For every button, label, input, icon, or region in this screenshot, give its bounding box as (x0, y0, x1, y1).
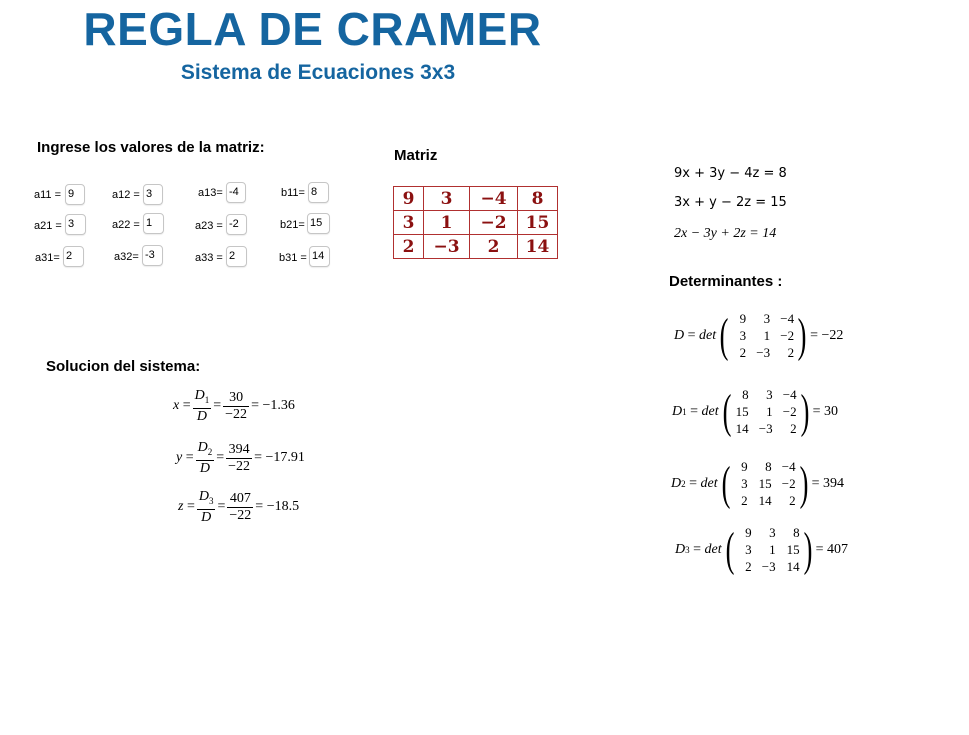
input-a22[interactable]: 1 (143, 213, 164, 234)
ratio-den: D (196, 408, 207, 424)
ratio-sub: 3 (208, 495, 214, 506)
det-cell: 3 (741, 476, 748, 491)
input-a23[interactable]: -2 (226, 214, 247, 235)
det-func: det (699, 328, 717, 343)
input-a33[interactable]: 2 (226, 246, 247, 267)
equation-1: 9x + 3y − 4z = 8 (674, 166, 787, 181)
det-cell: 14 (735, 421, 749, 436)
det-cell: −3 (758, 421, 773, 436)
input-a32[interactable]: -3 (142, 245, 163, 266)
det-cell: 8 (765, 459, 772, 474)
solution-var: y (176, 450, 183, 466)
det-cell: 8 (793, 525, 800, 540)
label-a21: a21 = (34, 220, 62, 232)
solution-result: −1.36 (262, 398, 295, 414)
left-paren: ( (721, 457, 731, 510)
right-paren: ) (797, 309, 807, 362)
label-a12: a12 = (112, 189, 140, 201)
matrix-heading: Matriz (394, 147, 438, 164)
value-den: −22 (225, 406, 248, 422)
matrix-cell: 3 (424, 187, 470, 211)
ratio-sub: 2 (207, 446, 213, 457)
label-a13: a13= (198, 187, 223, 199)
det-name: D (672, 404, 683, 419)
input-b11[interactable]: 8 (308, 182, 329, 203)
matrix-cell: 9 (394, 187, 424, 211)
value-num: 30 (223, 390, 249, 407)
label-a22: a22 = (112, 219, 140, 231)
matrix-cell: −2 (470, 211, 518, 235)
right-paren: ) (800, 385, 810, 438)
det-sub: 3 (685, 545, 690, 555)
det-cell: 3 (745, 542, 752, 557)
input-a13[interactable]: -4 (226, 182, 246, 203)
det-cell: 3 (739, 328, 747, 343)
input-a11[interactable]: 9 (65, 184, 85, 205)
det-cell: −4 (781, 459, 796, 474)
det-cell: 14 (758, 493, 772, 508)
solution-x: x = $\frac{D_1}{D}$ = $\frac{30}{-22}$ = −1.36 (173, 388, 295, 424)
left-paren: ( (722, 385, 732, 438)
det-cell: 9 (739, 311, 747, 326)
ratio-num: D (197, 440, 208, 455)
label-a33: a33 = (195, 252, 223, 264)
right-paren: ) (803, 523, 813, 576)
determinant-d3: D 3 = det ( 9 3 8 3 1 15 2 −3 14 ) = 407 (675, 523, 849, 576)
solution-result: −18.5 (266, 499, 300, 515)
det-matrix (732, 311, 794, 361)
det-sub: 2 (681, 479, 686, 489)
label-a32: a32= (114, 251, 139, 263)
determinant-d1: D 1 = det ( 8 3 −4 15 1 −2 14 −3 2 ) = 30 (672, 385, 839, 438)
det-cell: 15 (758, 476, 772, 491)
input-heading: Ingrese los valores de la matriz: (37, 139, 265, 156)
det-cell: −2 (781, 476, 796, 491)
det-cell: 3 (766, 387, 773, 402)
det-cell: 8 (742, 387, 749, 402)
matrix-row (394, 235, 558, 259)
determinant-d2: D 2 = det ( 9 8 −4 3 15 −2 2 14 2 ) = 394 (671, 457, 845, 510)
left-paren: ( (719, 309, 729, 362)
det-cell: 1 (766, 404, 773, 419)
ratio-num: D (198, 489, 209, 504)
det-result: −22 (821, 328, 844, 343)
det-sub: 1 (682, 407, 687, 417)
value-num: 407 (227, 491, 253, 508)
label-a23: a23 = (195, 220, 223, 232)
input-a31[interactable]: 2 (63, 246, 84, 267)
matrix-row (394, 211, 558, 235)
det-cell: 3 (763, 311, 771, 326)
matrix-cell: 2 (470, 235, 518, 259)
det-cell: −2 (782, 404, 797, 419)
augmented-matrix (393, 186, 558, 259)
det-func: det (701, 404, 719, 419)
label-b11: b11= (281, 187, 305, 199)
equation-2: 3x + y − 2z = 15 (674, 195, 787, 210)
determinant-d: D = det ( 9 3 −4 3 1 −2 2 −3 2 ) = −22 (674, 309, 844, 362)
input-a21[interactable]: 3 (65, 214, 86, 235)
solution-heading: Solucion del sistema: (46, 358, 201, 375)
value-den: −22 (228, 458, 251, 474)
det-cell: 2 (739, 345, 747, 360)
input-a12[interactable]: 3 (143, 184, 163, 205)
det-cell: −4 (782, 387, 797, 402)
det-func: det (704, 542, 722, 557)
det-cell: 14 (786, 559, 800, 574)
det-cell: 9 (745, 525, 752, 540)
det-result: 30 (824, 404, 839, 419)
ratio-num: D (194, 388, 205, 403)
det-matrix (734, 459, 796, 509)
det-name: D (674, 328, 685, 343)
solution-var: x (173, 398, 180, 414)
det-cell: −3 (756, 345, 771, 360)
matrix-cell: 1 (424, 211, 470, 235)
det-cell: 2 (790, 421, 797, 436)
det-result: 394 (823, 476, 845, 491)
solution-y: y = $\frac{D_2}{D}$ = $\frac{394}{-22}$ = −17.91 (176, 440, 305, 476)
solution-z: z = $\frac{D_3}{D}$ = $\frac{407}{-22}$ = −18.5 (178, 489, 300, 525)
value-ratio (226, 442, 252, 475)
det-cell: 15 (786, 542, 800, 557)
det-cell: −3 (761, 559, 776, 574)
page-subtitle: Sistema de Ecuaciones 3x3 (180, 61, 456, 84)
det-name: D (675, 542, 686, 557)
det-cell: 1 (763, 328, 771, 343)
value-num: 394 (226, 442, 252, 459)
label-b21: b21= (280, 219, 305, 231)
ratio-den: D (199, 460, 210, 476)
matrix-cell: −4 (470, 187, 518, 211)
matrix-cell: −3 (424, 235, 470, 259)
solution-result: −17.91 (265, 450, 305, 466)
determinants-heading: Determinantes : (669, 273, 783, 290)
det-result: 407 (827, 542, 849, 557)
det-matrix (738, 525, 800, 575)
det-cell: 9 (741, 459, 748, 474)
value-den: −22 (229, 507, 252, 523)
input-b31[interactable]: 14 (309, 246, 330, 267)
det-cell: 3 (769, 525, 776, 540)
det-cell: 2 (741, 493, 748, 508)
det-cell: −2 (780, 328, 795, 343)
value-ratio (223, 390, 249, 423)
value-ratio (227, 491, 253, 524)
solution-var: z (178, 499, 184, 515)
matrix-cell: 14 (518, 235, 558, 259)
label-a31: a31= (35, 252, 60, 264)
matrix-cell: 2 (394, 235, 424, 259)
page-title: REGLA DE CRAMER (83, 3, 542, 55)
det-ratio (193, 388, 212, 425)
right-paren: ) (799, 457, 809, 510)
input-b21[interactable]: 15 (307, 213, 330, 234)
matrix-row (394, 187, 558, 211)
det-cell: −4 (780, 311, 795, 326)
det-matrix (735, 387, 797, 437)
ratio-sub: 1 (204, 394, 210, 405)
det-cell: 2 (789, 493, 796, 508)
det-ratio (197, 489, 216, 526)
ratio-den: D (201, 509, 212, 525)
left-paren: ( (725, 523, 735, 576)
label-b31: b31 = (279, 252, 307, 264)
matrix-cell: 8 (518, 187, 558, 211)
det-cell: 2 (787, 345, 795, 360)
matrix-cell: 15 (518, 211, 558, 235)
det-ratio (196, 440, 215, 477)
label-a11: a11 = (34, 189, 62, 201)
det-cell: 1 (769, 542, 776, 557)
det-func: det (700, 476, 718, 491)
det-cell: 2 (745, 559, 752, 574)
det-name: D (671, 476, 682, 491)
det-cell: 15 (735, 404, 749, 419)
matrix-cell: 3 (394, 211, 424, 235)
equation-3: 2x − 3y + 2z = 14 (674, 226, 777, 241)
